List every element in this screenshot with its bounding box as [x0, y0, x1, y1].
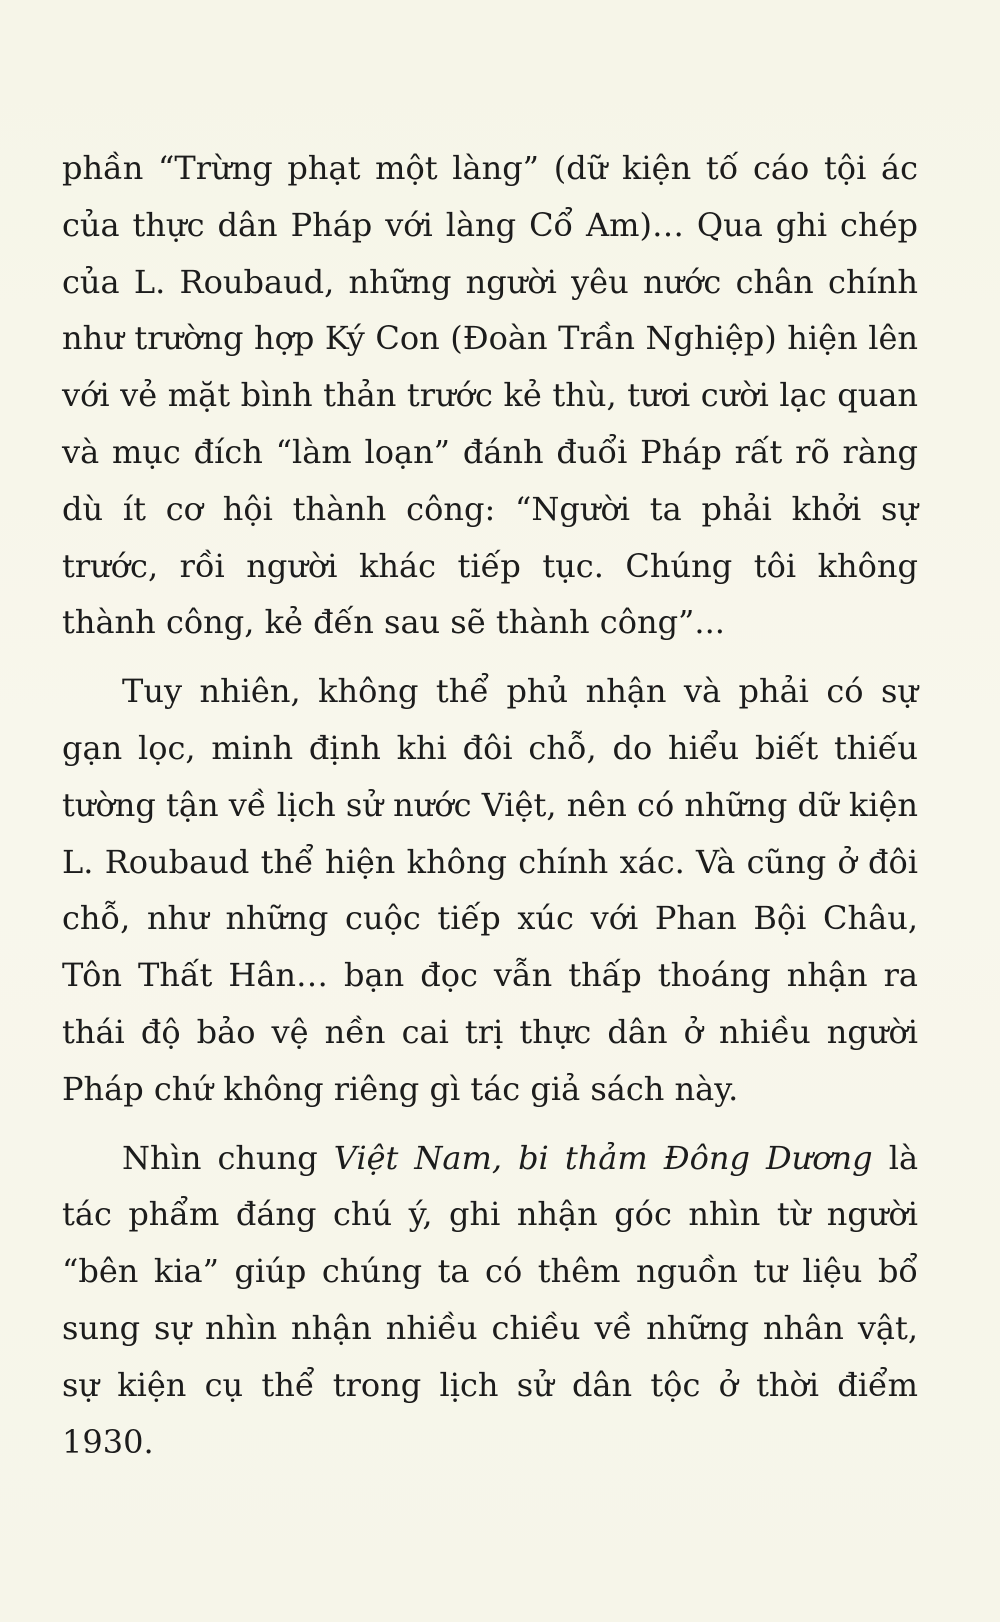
book-title: Việt Nam, bi thảm Đông Dương [333, 1138, 873, 1177]
paragraph-2: Tuy nhiên, không thể phủ nhận và phải có sự gạn lọc, minh định khi đôi chỗ, do hiểu biết thiếu tường tận về lịch sử nước Việt, nên có những dữ kiện L. Roubaud thể hiện không chính xác. Và cũng ở đôi chỗ, như những cuộc tiếp xúc với Phan Bội Châu, Tôn Thất Hân… bạn đọc vẫn thấp thoáng nhận ra thái độ bảo vệ nền cai trị thực dân ở nhiều người Pháp chứ không riêng gì tác giả sách này. [62, 672, 918, 1108]
paragraph-3 [62, 1130, 918, 1471]
body-text [62, 140, 918, 1482]
paragraph-3-lead: Nhìn chung [122, 1138, 334, 1177]
paragraph-3-rest: là tác phẩm đáng chú ý, ghi nhận góc nhìn từ người “bên kia” giúp chúng ta có thêm nguồn tư liệu bổ sung sự nhìn nhận nhiều chiều về những nhân vật, sự kiện cụ thể trong lịch sử dân tộc ở thời điểm 1930. [62, 1138, 919, 1461]
paragraph-1: phần “Trừng phạt một làng” (dữ kiện tố cáo tội ác của thực dân Pháp với làng Cổ Am)… Qua ghi chép của L. Roubaud, những người yêu nước chân chính như trường hợp Ký Con (Đoàn Trần Nghiệp) hiện lên với vẻ mặt bình thản trước kẻ thù, tươi cười lạc quan và mục đích “làm loạn” đánh đuổi Pháp rất rõ ràng dù ít cơ hội thành công: “Người ta phải khởi sự trước, rồi người khác tiếp tục. Chúng tôi không thành công, kẻ đến sau sẽ thành công”... [62, 149, 918, 642]
